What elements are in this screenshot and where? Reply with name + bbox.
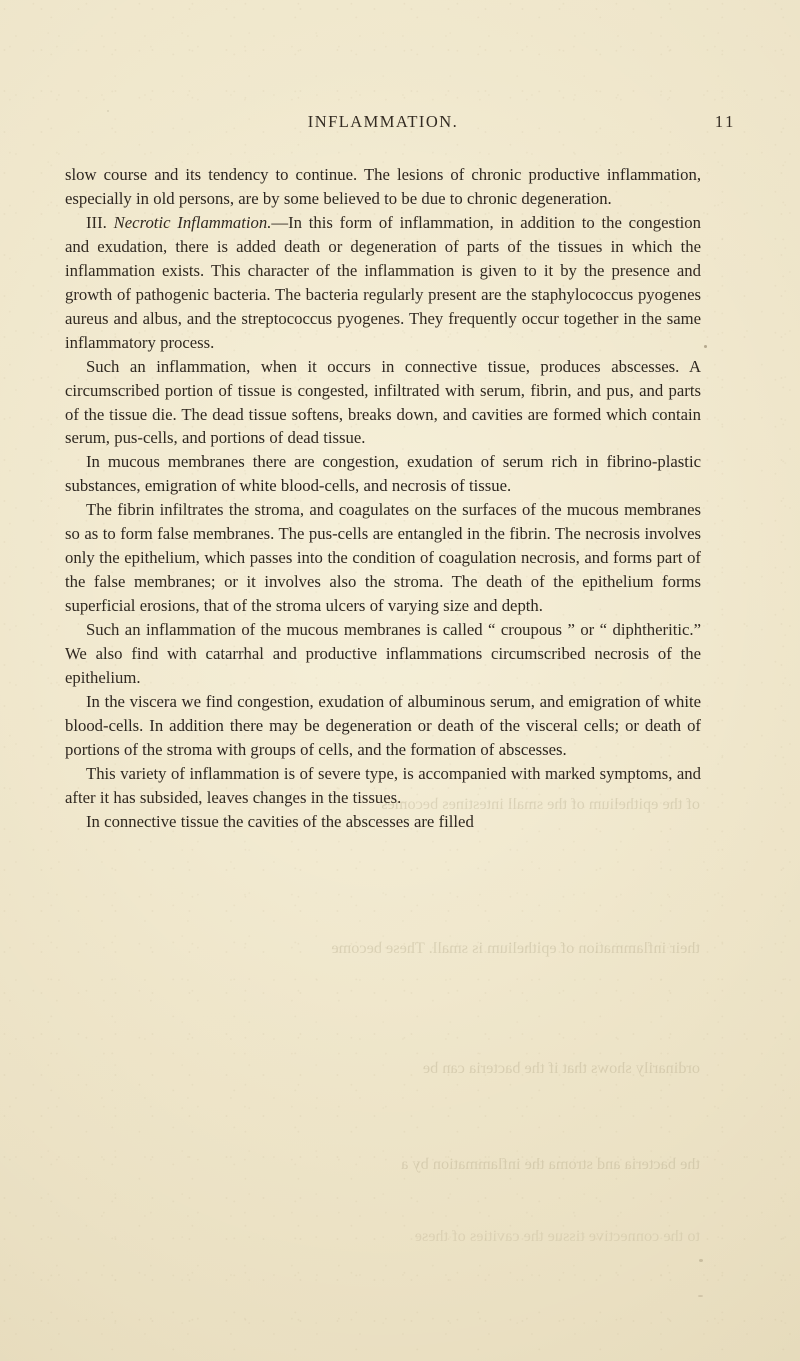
paragraph-text: Such an inflammation of the mucous membranes is called “ croupous ” or “ diphtheritic.” We also find with catarrhal and productive inflammations circumscribed necrosis of the epithelium. (65, 620, 701, 688)
show-through-line: of the epithelium of the small intestines becomes (381, 794, 700, 813)
running-head-title: INFLAMMATION. (307, 112, 459, 131)
paragraph-mucous-membranes (65, 450, 701, 498)
paragraph-text: Such an inflammation, when it occurs in connective tissue, produces abscesses. A circumscribed portion of tissue is congested, infiltrated with serum, fibrin, and pus, and parts of the tissue die. The dead tissue softens, breaks down, and cavities are formed which contain serum, pus-cells, and portions of dead tissue. (65, 356, 701, 448)
ink-speck (704, 345, 707, 348)
paragraph-cavities-filled (65, 810, 701, 834)
show-through-line: their inflammation of epithelium is small. These become (331, 938, 700, 957)
paragraph-chronic-productive (65, 163, 701, 211)
paragraph-connective-tissue-abscess (65, 355, 701, 451)
show-through-line: ordinarily shows that if the bacteria can be (422, 1058, 700, 1077)
paragraph-fibrin-false-membranes (65, 498, 701, 618)
paragraph-text: The fibrin infiltrates the stroma, and coagulates on the surfaces of the mucous membranes so as to form false membranes. The pus-cells are entangled in the fibrin. The necrosis involves only the epithelium, which passes into the condition of coagulation necrosis, and forms part of the false membranes; or it involves also the stroma. The death of the epithelium forms superficial erosions, that of the stroma ulcers of varying size and depth. (65, 500, 701, 616)
paragraph-text: In the viscera we find congestion, exudation of albuminous serum, and emigration of white blood-cells. In addition there may be degeneration or death of the visceral cells; or death of portions of the stroma with groups of cells, and the formation of abscesses. (65, 691, 701, 759)
running-head (66, 112, 736, 138)
paragraph-text: In mucous membranes there are congestion, exudation of serum rich in fibrino-plastic substances, emigration of white blood-cells, and necrosis of tissue. (65, 452, 701, 496)
paragraph-viscera (65, 690, 701, 762)
paragraph-croupous-diphtheritic (65, 618, 701, 690)
paragraph-text: In connective tissue the cavities of the abscesses are filled (86, 811, 474, 831)
paragraph-necrotic-inflammation (65, 211, 701, 355)
ink-speck (699, 1259, 703, 1262)
paragraph-text: —In this form of inflammation, in addition to the congestion and exudation, there is added death or degeneration of parts of the tissues in which the inflammation exists. This character of the inflammation is given to it by the presence and growth of pathogenic bacteria. The bacteria regularly present are the staphylococcus pyogenes aureus and albus, and the streptococcus pyogenes. They frequently occur together in the same inflammatory process. (65, 212, 701, 352)
show-through-line: to the connective tissue the cavities of these (414, 1226, 700, 1245)
paragraph-text: This variety of inflammation is of severe type, is accompanied with marked symptoms, and after it has subsided, leaves changes in the tissues. (65, 763, 701, 807)
paragraph-text: slow course and its tendency to continue. The lesions of chronic productive inflammation, especially in old persons, are by some believed to be due to chronic degeneration. (65, 165, 701, 208)
page-number: 11 (714, 112, 736, 131)
show-through-line: the bacteria and stroma the inflammation by a (401, 1154, 700, 1173)
section-heading-italic: Necrotic Inflammation. (113, 212, 272, 232)
ink-speck (698, 1295, 703, 1297)
body-text-column (65, 163, 701, 834)
paragraph-severe-type (65, 762, 701, 810)
section-number: III. (86, 212, 114, 232)
